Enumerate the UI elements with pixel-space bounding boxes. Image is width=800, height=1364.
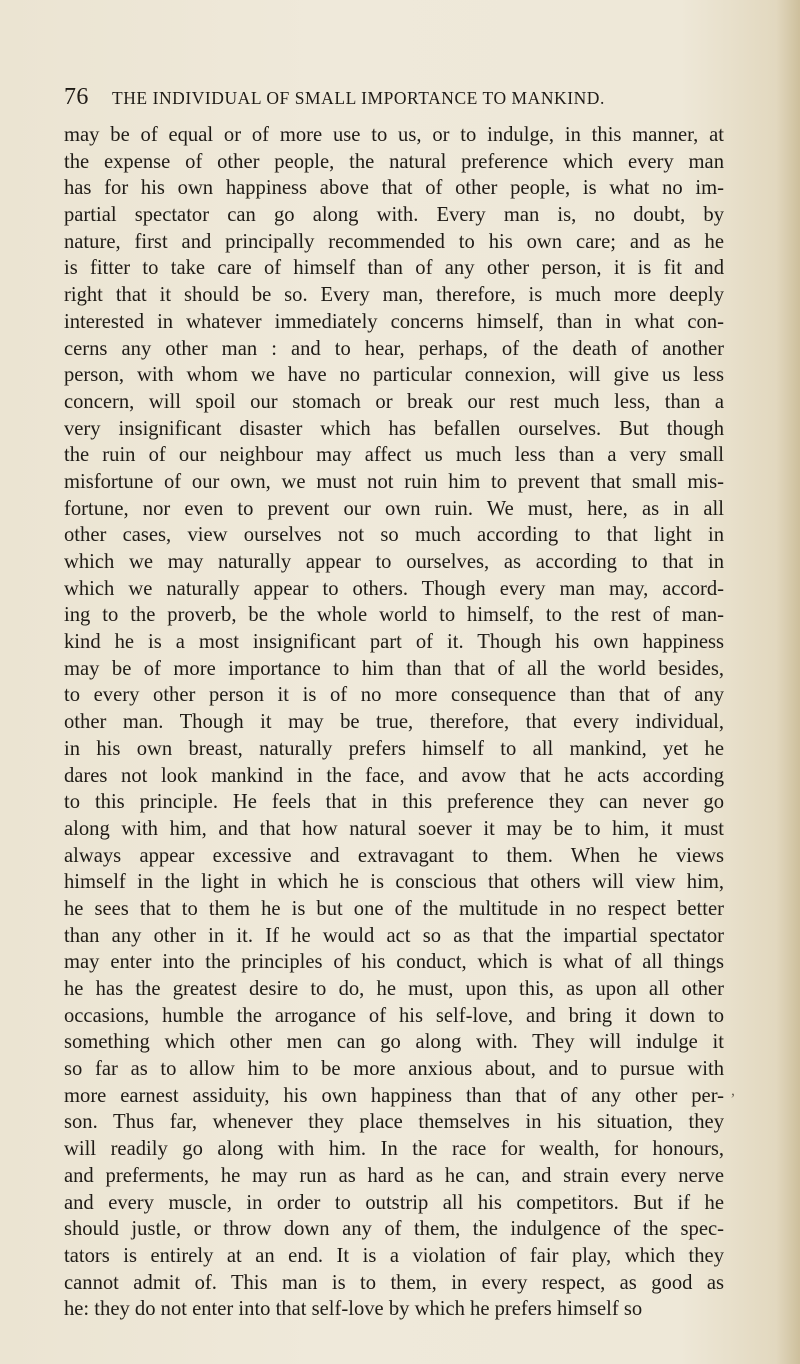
text-line: misfortune of our own, we must not ruin him to prevent that small mis- [64, 470, 724, 493]
text-line: may enter into the principles of his conduct, which is what of all things [64, 951, 724, 974]
text-line: concern, will spoil our stomach or break our rest much less, than a [64, 390, 724, 413]
text-line: person, with whom we have no particular connexion, will give us less [64, 364, 724, 387]
text-line: the expense of other people, the natural preference which every man [64, 150, 724, 173]
margin-mark: , [731, 1082, 735, 1099]
text-line: always appear excessive and extravagant to them. When he views [64, 844, 724, 867]
text-line: may be of more importance to him than that of all the world besides, [64, 657, 724, 680]
text-line: he has the greatest desire to do, he must, upon this, as upon all other [64, 978, 724, 1000]
text-line: may be of equal or of more use to us, or to indulge, in this manner, at [64, 124, 724, 146]
text-line: which we may naturally appear to ourselves, as according to that in [64, 551, 724, 573]
text-line: in his own breast, naturally prefers himself to all mankind, yet he [64, 737, 724, 760]
text-line: is fitter to take care of himself than of any other person, it is fit and [64, 257, 724, 280]
text-line: tators is entirely at an end. It is a violation of fair play, which they [64, 1244, 724, 1267]
text-line: cerns any other man : and to hear, perhaps, of the death of another [64, 337, 724, 360]
text-line: other cases, view ourselves not so much according to that light in [64, 524, 724, 547]
page-number: 76 [64, 84, 89, 110]
text-line: and preferments, he may run as hard as he can, and strain every nerve [64, 1164, 724, 1187]
text-line: more earnest assiduity, his own happiness than that of any other per- [64, 1084, 724, 1107]
text-line: than any other in it. If he would act so as that the impartial spectator [64, 924, 724, 947]
text-line: the ruin of our neighbour may affect us much less than a very small [64, 444, 724, 467]
text-line: along with him, and that how natural soever it may be to him, it must [64, 817, 724, 840]
body-text [64, 122, 724, 1323]
text-line: cannot admit of. This man is to them, in every respect, as good as [64, 1271, 724, 1294]
page-header [64, 84, 724, 114]
text-line: will readily go along with him. In the race for wealth, for honours, [64, 1138, 724, 1161]
text-line: dares not look mankind in the face, and avow that he acts according [64, 764, 724, 787]
text-line: himself in the light in which he is conscious that others will view him, [64, 871, 724, 894]
text-line: ing to the proverb, be the whole world to himself, to the rest of man- [64, 604, 724, 627]
text-line: interested in whatever immediately concerns himself, than in what con- [64, 310, 724, 333]
text-line: nature, first and principally recommended to his own care; and as he [64, 230, 724, 253]
text-line: occasions, humble the arrogance of his self-love, and bring it down to [64, 1004, 724, 1027]
text-line: very insignificant disaster which has befallen ourselves. But though [64, 417, 724, 440]
text-line: which we naturally appear to others. Though every man may, accord- [64, 577, 724, 600]
text-line: to every other person it is of no more consequence than that of any [64, 684, 724, 707]
text-line: has for his own happiness above that of other people, is what no im- [64, 177, 724, 200]
text-line: so far as to allow him to be more anxious about, and to pursue with [64, 1058, 724, 1081]
text-line: he: they do not enter into that self-love by which he prefers himself so [64, 1298, 643, 1321]
text-line: should justle, or throw down any of them, the indulgence of the spec- [64, 1218, 724, 1241]
text-line: partial spectator can go along with. Every man is, no doubt, by [64, 204, 724, 227]
text-line: fortune, nor even to prevent our own ruin. We must, here, as in all [64, 497, 724, 520]
running-title: THE INDIVIDUAL OF SMALL IMPORTANCE TO MANKIND. [112, 88, 605, 108]
text-line: kind he is a most insignificant part of it. Though his own happiness [64, 631, 724, 654]
text-line: right that it should be so. Every man, therefore, is much more deeply [64, 284, 724, 307]
text-line: to this principle. He feels that in this preference they can never go [64, 791, 724, 814]
text-line: he sees that to them he is but one of the multitude in no respect better [64, 897, 724, 920]
text-line: and every muscle, in order to outstrip all his competitors. But if he [64, 1191, 724, 1214]
text-line: other man. Though it may be true, therefore, that every individual, [64, 711, 724, 734]
text-line: something which other men can go along with. They will indulge it [64, 1031, 724, 1054]
text-line: son. Thus far, whenever they place themselves in his situation, they [64, 1111, 724, 1134]
